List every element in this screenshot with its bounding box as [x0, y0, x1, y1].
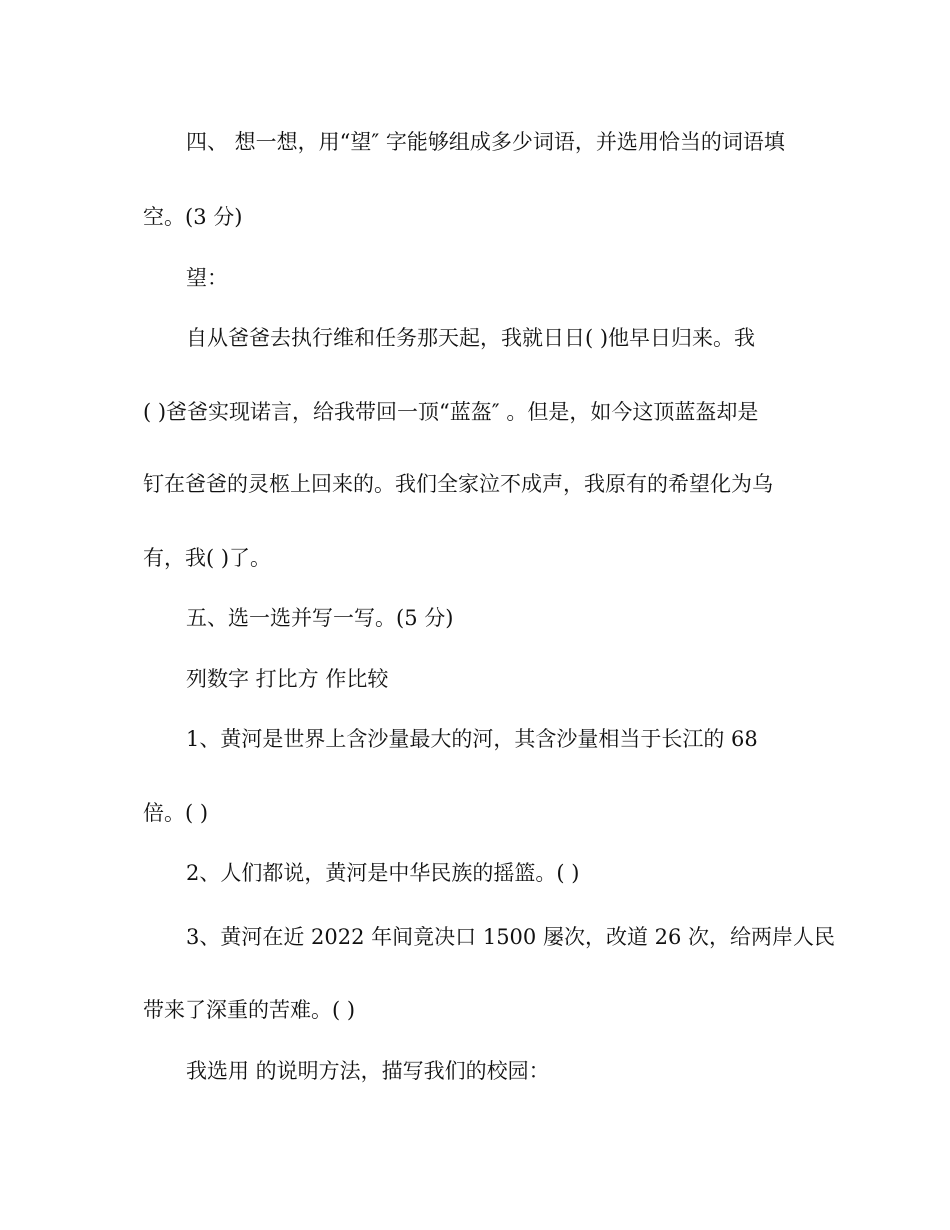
question-4-prompt-line-2: 空。(3 分) [143, 205, 243, 229]
writing-prompt: 我选用 的说明方法，描写我们的校园： [186, 1059, 550, 1083]
question-4-prompt-line-1: 四、 想一想，用“望″ 字能够组成多少词语，并选用恰当的词语填 [186, 130, 785, 154]
item-2: 2、人们都说，黄河是中华民族的摇篮。( ) [186, 861, 580, 885]
word-group-label: 望： [186, 266, 228, 290]
item-1-line-2: 倍。( ) [143, 801, 209, 825]
item-3-line-1: 3、黄河在近 2022 年间竟决口 1500 屡次，改道 26 次，给两岸人民 [186, 925, 836, 949]
passage-line-1: 自从爸爸去执行维和任务那天起，我就日日( )他早日归来。我 [186, 326, 756, 350]
item-3-line-2: 带来了深重的苦难。( ) [143, 998, 356, 1022]
method-options: 列数字 打比方 作比较 [186, 667, 389, 691]
item-1-line-1: 1、黄河是世界上含沙量最大的河，其含沙量相当于长江的 68 [186, 727, 758, 751]
passage-line-3: 钉在爸爸的灵柩上回来的。我们全家泣不成声，我原有的希望化为乌 [143, 472, 773, 496]
passage-line-2: ( )爸爸实现诺言，给我带回一顶“蓝盔″ 。但是，如今这顶蓝盔却是 [143, 400, 759, 424]
question-5-heading: 五、选一选并写一写。(5 分) [186, 606, 454, 630]
passage-line-4: 有，我( )了。 [143, 546, 272, 570]
